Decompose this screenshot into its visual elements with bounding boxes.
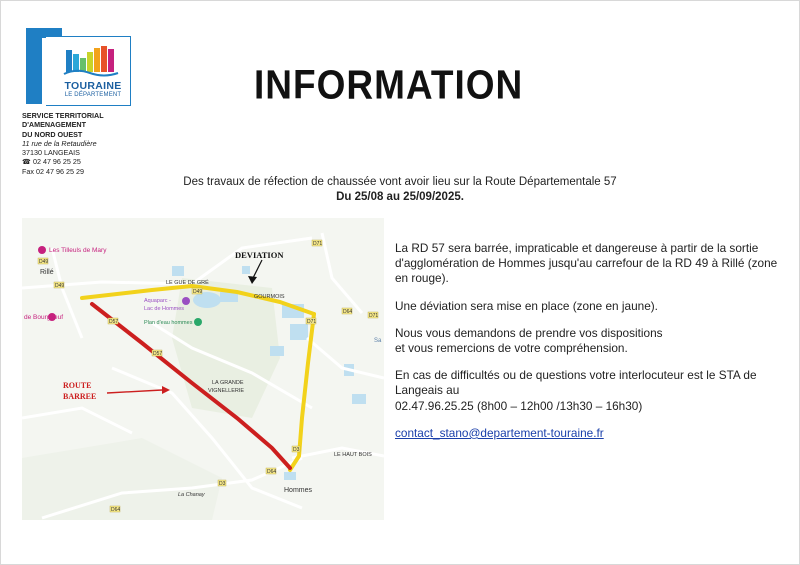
poi-marker-icon bbox=[38, 246, 46, 254]
place-hommes: Hommes bbox=[284, 487, 313, 494]
logo-brand: TOURAINE bbox=[64, 80, 122, 92]
route-barree-label: ROUTE bbox=[63, 381, 92, 390]
address-line: D'AMENAGEMENT bbox=[22, 120, 86, 130]
road-shield: D57 bbox=[153, 351, 163, 357]
place-sa: Sa bbox=[374, 338, 382, 344]
address-phone: ☎ 02 47 96 25 25 bbox=[22, 157, 81, 167]
address-city: 37130 LANGEAIS bbox=[22, 148, 80, 158]
info-paragraph: Une déviation sera mise en place (zone en jaune). bbox=[395, 298, 658, 313]
road-shield: D49 bbox=[39, 259, 49, 265]
touraine-logo bbox=[26, 28, 130, 104]
info-line: Nous vous demandons de prendre vos dispositions bbox=[395, 325, 663, 340]
place-haut-bois: LE HAUT BOIS bbox=[334, 452, 372, 458]
place-gourmois: GOURMOIS bbox=[254, 294, 285, 300]
page-title: INFORMATION bbox=[254, 62, 524, 108]
place-grande: LA GRANDE bbox=[212, 380, 244, 386]
contact-email-link[interactable]: contact_stano@departement-touraine.fr bbox=[395, 425, 604, 440]
address-line: DU NORD OUEST bbox=[22, 129, 83, 139]
logo-emblem-icon bbox=[60, 46, 124, 80]
logo-subbrand: LE DÉPARTEMENT bbox=[64, 92, 122, 98]
info-paragraph bbox=[395, 426, 785, 441]
place-vignellerie: VIGNELLERIE bbox=[208, 388, 245, 394]
place-plan-eau: Plan d'eau hommes bbox=[144, 320, 193, 326]
info-phone-hours: 02.47.96.25.25 (8h00 – 12h00 /13h30 – 16h30) bbox=[395, 398, 643, 413]
place-gue-de-gre: LE GUE DE GRÉ bbox=[166, 280, 209, 286]
place-bourgneuf: de Bourgneuf bbox=[24, 314, 64, 321]
intro-dates: Du 25/08 au 25/09/2025. bbox=[336, 191, 464, 203]
road-shield: D49 bbox=[193, 289, 203, 295]
address-block bbox=[22, 111, 104, 176]
road-shield: D3 bbox=[219, 481, 226, 487]
place-chanay: La Chanay bbox=[178, 492, 205, 498]
place-aquaparc-lac: Lac de Hommes bbox=[144, 306, 185, 312]
intro bbox=[120, 175, 680, 205]
address-fax: Fax 02 47 96 25 29 bbox=[22, 166, 84, 176]
address-line: SERVICE TERRITORIAL bbox=[22, 111, 104, 120]
poi-marker-icon bbox=[182, 297, 190, 305]
info-paragraph bbox=[395, 368, 785, 414]
road-shield: D49 bbox=[55, 283, 65, 289]
info-text bbox=[395, 241, 785, 453]
address-street: 11 rue de la Retaudière bbox=[22, 138, 97, 148]
info-line: En cas de difficultés ou de questions votre interlocuteur est le STA de Langeais au bbox=[395, 368, 757, 398]
road-shield: D57 bbox=[109, 319, 119, 325]
place-aquaparc: Aquaparc - bbox=[144, 298, 171, 304]
road-shield: D64 bbox=[343, 309, 353, 315]
road-shield: D64 bbox=[267, 469, 277, 475]
intro-sentence: Des travaux de réfection de chaussée vont avoir lieu sur la Route Départementale 57 bbox=[183, 176, 617, 188]
road-shield: D64 bbox=[111, 507, 121, 513]
road-shield: D71 bbox=[313, 241, 323, 247]
place-tilleuls: Les Tilleuls de Mary bbox=[49, 247, 107, 254]
route-barree-label-line2: BARREE bbox=[63, 392, 97, 401]
info-paragraph: La RD 57 sera barrée, impraticable et dangereuse à partir de la sortie d'agglomération de Hommes jusqu'au carrefour de la RD 49 à Rillé (zone en rouge). bbox=[395, 241, 778, 286]
info-line: et vous remercions de votre compréhension. bbox=[395, 341, 628, 356]
poi-marker-icon bbox=[194, 318, 202, 326]
place-rille: Rillé bbox=[40, 269, 54, 276]
road-shield: D3 bbox=[293, 447, 300, 453]
road-shield: D71 bbox=[307, 319, 317, 325]
road-shield: D71 bbox=[369, 313, 379, 319]
info-paragraph bbox=[395, 326, 785, 356]
map-canvas bbox=[22, 218, 384, 520]
road-map bbox=[22, 218, 384, 520]
deviation-label: DEVIATION bbox=[235, 250, 284, 260]
